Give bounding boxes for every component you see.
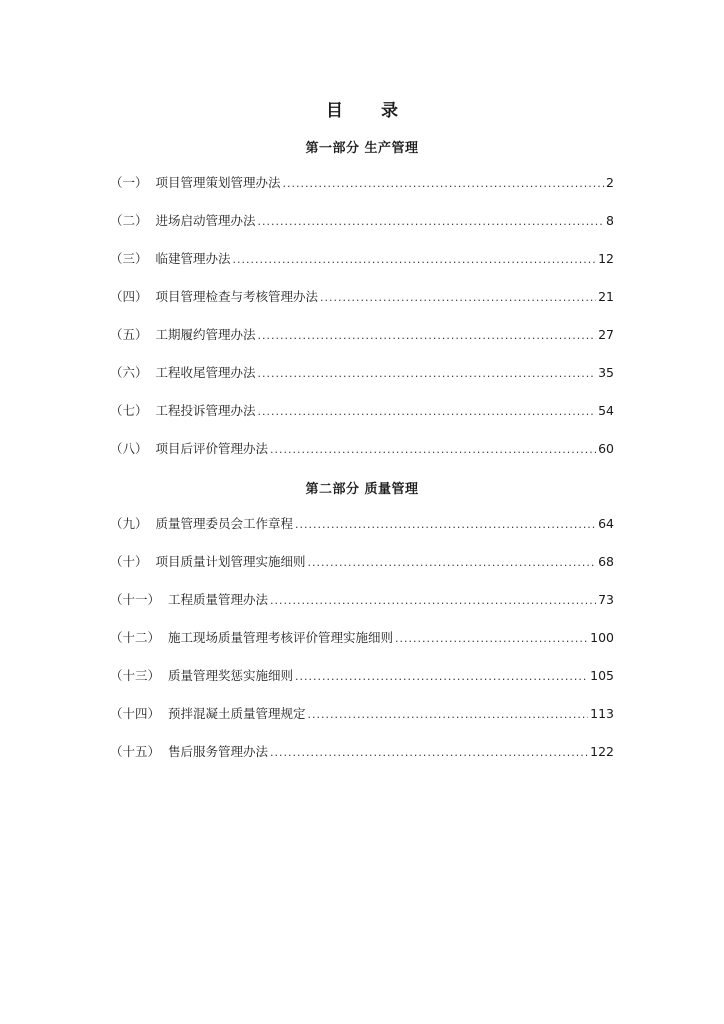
toc-entry-number: （七） xyxy=(110,403,148,418)
dot-leader xyxy=(308,705,589,725)
toc-entry-number: （一） xyxy=(110,175,148,190)
toc-entry-title: 工期履约管理办法 xyxy=(155,327,256,342)
toc-entry[interactable] xyxy=(110,628,614,666)
toc-entry-number: （六） xyxy=(110,365,148,380)
dot-leader xyxy=(295,667,588,687)
toc-entry-title: 预拌混凝土质量管理规定 xyxy=(168,706,306,721)
toc-entry-page: 2 xyxy=(606,175,614,190)
toc-entry-number: （十三） xyxy=(110,668,161,683)
toc-entry-page: 54 xyxy=(598,403,614,418)
toc-entry-page: 21 xyxy=(598,289,614,304)
toc-list-production xyxy=(110,173,614,477)
toc-entry-page: 68 xyxy=(598,554,614,569)
dot-leader xyxy=(283,174,605,194)
toc-entry-number: （十一） xyxy=(110,592,161,607)
dot-leader xyxy=(270,591,596,611)
toc-entry-page: 122 xyxy=(590,744,614,759)
part-heading-production: 第一部分 生产管理 xyxy=(305,141,419,156)
dot-leader xyxy=(270,743,588,763)
toc-entry-title: 质量管理奖惩实施细则 xyxy=(168,668,294,683)
part-heading-quality: 第二部分 质量管理 xyxy=(305,482,419,497)
toc-entry-title: 项目管理策划管理办法 xyxy=(155,175,281,190)
toc-entry-title: 进场启动管理办法 xyxy=(155,213,256,228)
toc-entry-number: （九） xyxy=(110,516,148,531)
toc-entry-title: 质量管理委员会工作章程 xyxy=(155,516,294,531)
toc-entry-number: （五） xyxy=(110,327,148,342)
toc-entry-title: 工程投诉管理办法 xyxy=(155,403,256,418)
toc-entry[interactable] xyxy=(110,552,614,590)
toc-entry[interactable] xyxy=(110,401,614,439)
toc-entry-number: （十） xyxy=(110,554,148,569)
toc-entry-number: （八） xyxy=(110,441,148,456)
toc-entry[interactable] xyxy=(110,439,614,477)
toc-entry-title: 工程质量管理办法 xyxy=(168,592,269,607)
dot-leader xyxy=(258,326,597,346)
toc-entry[interactable] xyxy=(110,325,614,363)
dot-leader xyxy=(258,364,597,384)
toc-entry[interactable] xyxy=(110,514,614,552)
toc-entry-title: 项目管理检查与考核管理办法 xyxy=(155,289,319,304)
toc-entry[interactable] xyxy=(110,211,614,249)
dot-leader xyxy=(258,212,605,232)
toc-entry-number: （二） xyxy=(110,213,148,228)
toc-entry-page: 27 xyxy=(598,327,614,342)
toc-entry-page: 60 xyxy=(598,441,614,456)
toc-entry-title: 工程收尾管理办法 xyxy=(155,365,256,380)
toc-entry-page: 105 xyxy=(590,668,614,683)
toc-entry-title: 施工现场质量管理考核评价管理实施细则 xyxy=(168,630,394,645)
toc-entry-page: 35 xyxy=(598,365,614,380)
toc-entry-number: （十四） xyxy=(110,706,161,721)
toc-list-quality xyxy=(110,514,614,780)
toc-entry-page: 73 xyxy=(598,592,614,607)
toc-entry-number: （四） xyxy=(110,289,148,304)
toc-entry[interactable] xyxy=(110,590,614,628)
toc-entry[interactable] xyxy=(110,363,614,401)
toc-entry-title: 临建管理办法 xyxy=(155,251,231,266)
dot-leader xyxy=(308,553,597,573)
toc-entry[interactable] xyxy=(110,287,614,325)
toc-entry-page: 64 xyxy=(598,516,614,531)
toc-entry-page: 100 xyxy=(590,630,614,645)
dot-leader xyxy=(258,402,597,422)
toc-entry-page: 12 xyxy=(598,251,614,266)
toc-entry-number: （十二） xyxy=(110,630,161,645)
toc-entry[interactable] xyxy=(110,704,614,742)
toc-entry[interactable] xyxy=(110,666,614,704)
toc-entry-title: 售后服务管理办法 xyxy=(168,744,269,759)
toc-entry[interactable] xyxy=(110,249,614,287)
toc-entry[interactable] xyxy=(110,742,614,780)
dot-leader xyxy=(233,250,597,270)
page-title: 目 录 xyxy=(326,101,414,121)
toc-entry-title: 项目后评价管理办法 xyxy=(155,441,269,456)
dot-leader xyxy=(270,440,596,460)
toc-entry-page: 113 xyxy=(590,706,614,721)
dot-leader xyxy=(320,288,596,308)
dot-leader xyxy=(295,515,596,535)
toc-entry-title: 项目质量计划管理实施细则 xyxy=(155,554,306,569)
toc-entry-page: 8 xyxy=(606,213,614,228)
toc-entry-number: （三） xyxy=(110,251,148,266)
toc-entry[interactable] xyxy=(110,173,614,211)
dot-leader xyxy=(395,629,588,649)
toc-entry-number: （十五） xyxy=(110,744,161,759)
